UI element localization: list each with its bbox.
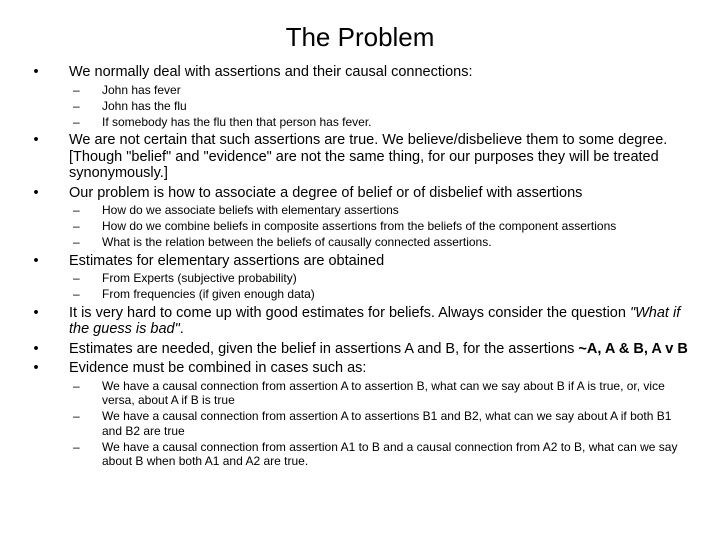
sub-bullet: [30, 219, 690, 234]
sub-bullet-dash: –: [73, 235, 80, 249]
sub-bullet-text: What is the relation between the beliefs of causally connected assertions.: [102, 235, 492, 249]
bullet-text: We normally deal with assertions and their causal connections:: [69, 64, 473, 80]
bullet-dot: •: [33, 132, 39, 148]
sub-bullet-text: How do we associate beliefs with elementary assertions: [102, 203, 399, 217]
bullet-dot: •: [33, 360, 39, 376]
bullet-bold-text: ~A, A & B, A v B: [578, 340, 688, 357]
bullet-italic-text: "What if the guess is bad": [69, 304, 681, 337]
bullet-text: We are not certain that such assertions are true. We believe/disbelieve them to some degree. [Though "belief" and "evidence" are not the same thing, for our purposes they will be treated synonymously.]: [69, 132, 668, 181]
sub-bullet-text: We have a causal connection from assertion A to assertions B1 and B2, what can we say about A if both B1 and B2 are true: [102, 409, 672, 438]
sub-bullet: [30, 99, 690, 114]
sub-bullet: [30, 83, 690, 98]
sub-bullet-text: If somebody has the flu then that person has fever.: [102, 114, 372, 129]
sub-list-estimates: [30, 271, 690, 302]
slide-title: The Problem: [285, 22, 435, 52]
bullet-text: Our problem is how to associate a degree of belief or of disbelief with assertions: [69, 184, 583, 201]
sub-bullet-dash: –: [73, 378, 80, 393]
bullet-dot: •: [33, 304, 39, 321]
bullet-assertions: [30, 64, 690, 81]
sub-bullet-dash: –: [73, 219, 80, 233]
sub-list-evidence: [30, 379, 690, 469]
bullet-estimates-needed: [30, 341, 690, 358]
sub-bullet-text: From frequencies (if given enough data): [102, 287, 315, 301]
bullet-text: It is very hard to come up with good estimates for beliefs. Always consider the question: [69, 304, 630, 321]
bullet-hard-estimates: [30, 305, 690, 338]
sub-bullet-text: We have a causal connection from assertion A1 to B and a causal connection from A2 to B, what can we say about B when both A1 and A2 are true.: [102, 439, 678, 468]
sub-bullet-dash: –: [73, 98, 80, 113]
sub-bullet: [30, 235, 690, 250]
bullet-estimates-elementary: [30, 253, 690, 270]
sub-bullet: [30, 409, 690, 438]
sub-bullet-dash: –: [73, 203, 80, 217]
sub-bullet: [30, 203, 690, 218]
bullet-evidence: [30, 360, 690, 377]
sub-list-problem: [30, 203, 690, 250]
bullet-text: Estimates are needed, given the belief in assertions A and B, for the assertions: [69, 340, 579, 357]
bullet-uncertainty: [30, 132, 690, 182]
bullet-dot: •: [33, 64, 39, 80]
bullet-problem: [30, 185, 690, 202]
sub-bullet-dash: –: [73, 409, 80, 423]
sub-bullet: [30, 440, 690, 469]
sub-bullet-dash: –: [73, 439, 80, 454]
sub-bullet-text: How do we combine beliefs in composite assertions from the beliefs of the component assertions: [102, 219, 617, 233]
bullet-text: Estimates for elementary assertions are obtained: [69, 252, 385, 269]
sub-bullet-dash: –: [73, 271, 80, 285]
sub-bullet: [30, 379, 690, 408]
sub-bullet-dash: –: [73, 114, 80, 129]
sub-bullet-text: We have a causal connection from assertion A to assertion B, what can we say about B if A is true, or, vice versa, about A if B is true: [102, 378, 665, 407]
sub-list-assertions: [30, 83, 690, 130]
sub-bullet-text: John has the flu: [102, 98, 187, 113]
bullet-text: Evidence must be combined in cases such as:: [69, 360, 367, 376]
bullet-dot: •: [33, 252, 39, 269]
sub-bullet-dash: –: [73, 82, 80, 97]
sub-bullet-text: From Experts (subjective probability): [102, 271, 297, 285]
sub-bullet-text: John has fever: [102, 82, 181, 97]
sub-bullet: [30, 287, 690, 302]
sub-bullet: [30, 271, 690, 286]
bullet-dot: •: [33, 184, 39, 201]
sub-bullet-dash: –: [73, 287, 80, 301]
sub-bullet: [30, 115, 690, 130]
slide-content: [30, 61, 690, 469]
bullet-dot: •: [33, 340, 39, 357]
bullet-end: .: [179, 321, 184, 337]
